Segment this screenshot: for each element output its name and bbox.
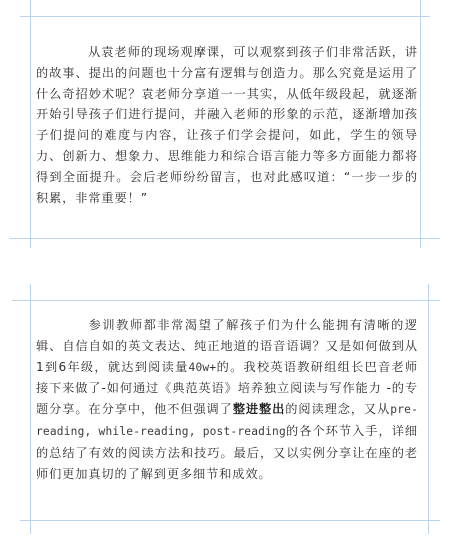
guide-line-bottom-2: [20, 520, 440, 521]
text-run: 的。我校英语教研组组长巴音老师接下来做了-如何通过《典范英语》培养独立阅读与写作能力 -的专题分享。在分享中，他不但强调了: [36, 359, 419, 417]
guide-line-bottom-1: [10, 238, 440, 239]
text-run: 参训教师都非常渴望了解孩子们为什么能拥有清晰的逻辑、自信自如的英文表达、纯正地道的语音语调？又是如何做到从1到6年级，就达到阅读量: [36, 318, 418, 374]
text-run-bold: 整进整出: [232, 402, 286, 417]
guide-line-top-1: [20, 16, 430, 17]
paragraph-section-1: [36, 42, 418, 208]
text-run-mono: 40w+: [188, 360, 217, 374]
guide-line-left-2: [30, 284, 31, 534]
text-run: 从袁老师的现场观摩课，可以观察到孩子们非常活跃，讲的故事、提出的问题也十分富有逻辑与创造力。那么究竟是运用了什么奇招妙术呢？袁老师分享道一一其实，从低年级段起，就逐渐开始引导孩子们进行提问，并融入老师的形象的示范，逐渐增加孩子们提问的难度与内容，让孩子们学会提问，如此，学生的领导力、创新力、想象力、思维能力和综合语言能力等多方面能力都将得到全面提升。会后老师纷纷留言，也对此感叹道：“一步一步的积累，非常重要！”: [36, 45, 418, 205]
text-run: 的各个环节入手，详细的总结了有效的阅读方法和技巧。最后，又以实例分享让在座的老师们更加真切的了解到更多细节和成效。: [36, 423, 418, 481]
text-run-mono: pre-reading, while-reading, post-reading: [36, 403, 419, 438]
guide-line-right-1: [420, 0, 421, 248]
text-run: 的阅读理念，又从: [285, 402, 391, 417]
guide-line-right-2: [428, 284, 429, 534]
guide-line-left-1: [30, 0, 31, 248]
paragraph-section-2: [36, 315, 418, 484]
guide-line-top-2: [12, 300, 440, 301]
